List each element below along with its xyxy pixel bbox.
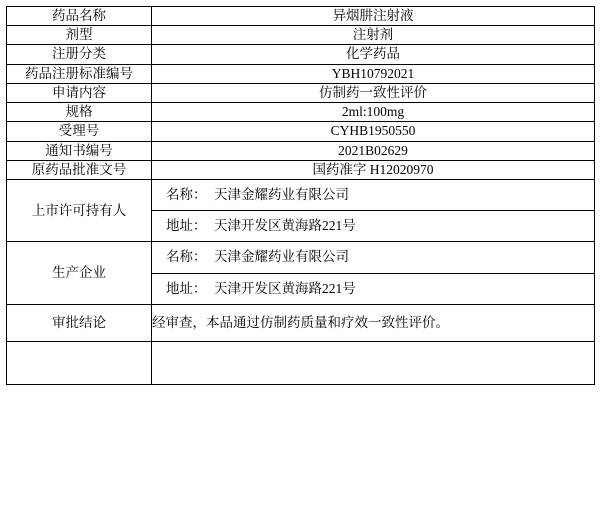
holder-address-value: 天津开发区黄海路221号 — [214, 218, 356, 234]
table-row — [7, 103, 595, 122]
manufacturer-name-value: 天津金耀药业有限公司 — [214, 249, 349, 265]
holder-address-key: 地址： — [166, 218, 207, 234]
row-value: 化学药品 — [152, 45, 595, 64]
table-row — [7, 45, 595, 64]
manufacturer-name-key: 名称： — [166, 249, 207, 265]
table-row-blank — [7, 341, 595, 384]
manufacturer-detail-table — [152, 242, 594, 303]
manufacturer-address — [152, 273, 594, 304]
holder-name — [152, 180, 594, 211]
row-value: CYHB1950550 — [152, 122, 595, 141]
row-label: 通知书编号 — [7, 141, 152, 160]
row-label: 注册分类 — [7, 45, 152, 64]
row-value-group — [152, 242, 595, 304]
sub-row — [152, 211, 594, 242]
row-label: 生产企业 — [7, 242, 152, 304]
table-row — [7, 7, 595, 26]
table-row — [7, 304, 595, 341]
holder-address — [152, 211, 594, 242]
sub-row — [152, 273, 594, 304]
row-label: 剂型 — [7, 26, 152, 45]
row-value: 异烟肼注射液 — [152, 7, 595, 26]
table-row — [7, 141, 595, 160]
table-row — [7, 160, 595, 179]
row-value: 注射剂 — [152, 26, 595, 45]
table-row — [7, 179, 595, 241]
row-label: 受理号 — [7, 122, 152, 141]
drug-registration-table — [6, 6, 595, 385]
row-value: 仿制药一致性评价 — [152, 83, 595, 102]
table-row — [7, 26, 595, 45]
row-value: 国药准字 H12020970 — [152, 160, 595, 179]
holder-detail-table — [152, 180, 594, 241]
table-row — [7, 122, 595, 141]
manufacturer-name — [152, 242, 594, 273]
row-label: 原药品批准文号 — [7, 160, 152, 179]
table-row — [7, 83, 595, 102]
row-label: 药品名称 — [7, 7, 152, 26]
blank-value-cell — [152, 341, 595, 384]
approval-conclusion-value: 经审查，本品通过仿制药质量和疗效一致性评价。 — [152, 304, 595, 341]
row-label: 规格 — [7, 103, 152, 122]
table-row — [7, 242, 595, 304]
manufacturer-address-key: 地址： — [166, 280, 207, 296]
sub-row — [152, 180, 594, 211]
row-value: 2021B02629 — [152, 141, 595, 160]
holder-name-value: 天津金耀药业有限公司 — [214, 186, 349, 202]
row-label: 药品注册标准编号 — [7, 64, 152, 83]
row-value: YBH10792021 — [152, 64, 595, 83]
row-label: 上市许可持有人 — [7, 179, 152, 241]
row-value-group — [152, 179, 595, 241]
row-label: 申请内容 — [7, 83, 152, 102]
manufacturer-address-value: 天津开发区黄海路221号 — [214, 280, 356, 296]
sub-row — [152, 242, 594, 273]
row-label: 审批结论 — [7, 304, 152, 341]
table-row — [7, 64, 595, 83]
row-value: 2ml:100mg — [152, 103, 595, 122]
blank-label-cell — [7, 341, 152, 384]
holder-name-key: 名称： — [166, 186, 207, 202]
